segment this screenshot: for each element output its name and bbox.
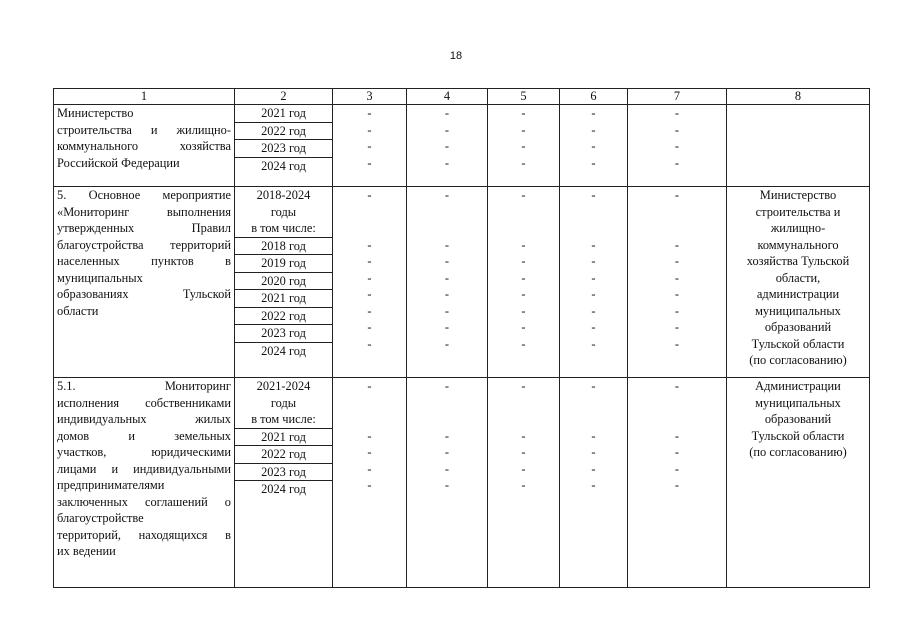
value-dash: - — [674, 155, 680, 170]
value-cell — [628, 105, 727, 187]
value-dash — [488, 220, 559, 237]
value-dash: - — [521, 287, 526, 301]
value-cell — [560, 105, 628, 187]
value-dash: - — [367, 445, 372, 459]
description-line: лицами и индивидуальными — [57, 461, 231, 476]
value-dash: - — [591, 188, 596, 202]
value-dash: - — [521, 237, 526, 252]
value-cell — [407, 105, 488, 187]
value-dash: - — [367, 336, 372, 351]
value-dash: - — [444, 461, 450, 476]
value-dash: - — [521, 478, 526, 492]
activity-description — [54, 105, 235, 187]
value-dash: - — [591, 336, 596, 351]
value-dash: - — [591, 461, 596, 476]
value-cell — [488, 105, 560, 187]
value-dash: - — [591, 139, 596, 153]
value-dash — [488, 204, 559, 221]
value-dash: - — [367, 461, 372, 476]
responsible-line: области, — [775, 270, 821, 285]
value-cell — [560, 187, 628, 378]
value-cell — [333, 378, 407, 588]
value-dash — [560, 204, 627, 221]
activities-table — [53, 88, 870, 588]
year-label: 2020 год — [235, 273, 332, 291]
value-dash — [333, 395, 406, 412]
year-label: 2022 год — [235, 446, 332, 464]
period-label: в том числе: — [235, 220, 332, 238]
description-line: «Мониторинг выполнения — [57, 204, 231, 219]
value-dash: - — [674, 122, 680, 137]
value-dash — [488, 411, 559, 428]
value-dash: - — [521, 303, 526, 318]
value-dash: - — [444, 379, 450, 393]
value-dash: - — [591, 428, 596, 443]
period-cell — [235, 378, 333, 588]
year-label: 2023 год — [235, 140, 332, 158]
value-dash: - — [367, 122, 372, 137]
column-header: 2 — [235, 89, 333, 105]
description-line: участков, юридическими — [57, 445, 231, 459]
value-dash: - — [444, 106, 450, 120]
responsible-line: Тульской области — [751, 336, 845, 351]
value-dash: - — [521, 139, 526, 153]
value-dash: - — [591, 254, 596, 268]
description-line: заключенных соглашений о — [57, 494, 231, 509]
year-label: 2024 год — [261, 343, 306, 358]
value-dash: - — [367, 106, 372, 120]
responsible-executor — [727, 187, 870, 378]
value-dash: - — [444, 478, 450, 492]
responsible-executor — [727, 105, 870, 187]
value-dash — [560, 220, 627, 237]
description-line: их ведении — [57, 544, 116, 558]
value-dash: - — [444, 445, 450, 459]
value-dash: - — [591, 122, 596, 137]
year-label: 2023 год — [235, 325, 332, 343]
responsible-line: коммунального — [757, 237, 839, 252]
value-dash: - — [444, 237, 450, 252]
value-dash: - — [591, 287, 596, 301]
value-dash: - — [674, 254, 680, 268]
value-dash — [628, 220, 726, 237]
column-header: 7 — [628, 89, 727, 105]
value-dash: - — [521, 155, 526, 170]
value-cell — [407, 187, 488, 378]
description-line: населенных пунктов в — [57, 254, 231, 268]
responsible-line: жилищно- — [770, 221, 826, 235]
value-dash: - — [444, 254, 450, 268]
value-cell — [628, 378, 727, 588]
period-label: годы — [270, 395, 297, 410]
value-dash: - — [591, 155, 596, 170]
year-label: 2024 год — [261, 482, 306, 496]
description-line: 5.1. Мониторинг — [57, 379, 231, 393]
responsible-line: (по согласованию) — [749, 353, 847, 367]
value-dash — [628, 395, 726, 412]
value-dash: - — [367, 254, 372, 268]
value-dash: - — [591, 478, 596, 492]
value-dash: - — [367, 379, 372, 393]
column-header: 6 — [560, 89, 628, 105]
year-label: 2024 год — [261, 158, 306, 173]
description-line: строительства и жилищно- — [57, 122, 231, 137]
value-dash: - — [674, 139, 680, 153]
value-dash: - — [674, 461, 680, 476]
period-label: в том числе: — [235, 411, 332, 429]
value-dash: - — [521, 320, 526, 334]
value-dash — [407, 395, 487, 412]
value-dash: - — [591, 379, 596, 393]
activity-description — [54, 378, 235, 588]
responsible-line: Администрации — [755, 379, 841, 393]
value-dash — [560, 395, 627, 412]
value-cell — [628, 187, 727, 378]
value-dash — [333, 204, 406, 221]
value-dash: - — [674, 478, 680, 492]
description-line: образованиях Тульской — [57, 287, 231, 301]
value-cell — [488, 378, 560, 588]
value-dash: - — [367, 188, 372, 202]
value-dash: - — [674, 445, 680, 459]
value-dash: - — [367, 155, 372, 170]
description-line: области — [57, 303, 99, 318]
table-row — [54, 378, 870, 588]
value-cell — [407, 378, 488, 588]
responsible-line: муниципальных — [755, 395, 841, 410]
year-label: 2021 год — [235, 429, 332, 447]
value-dash — [488, 395, 559, 412]
responsible-line: образований — [764, 412, 832, 426]
responsible-line: хозяйства Тульской — [746, 254, 850, 268]
value-dash: - — [367, 270, 372, 285]
period-label: 2021-2024 — [256, 379, 311, 393]
value-dash: - — [367, 320, 372, 334]
value-cell — [560, 378, 628, 588]
responsible-line: строительства и — [755, 204, 841, 219]
value-dash: - — [591, 270, 596, 285]
value-dash: - — [444, 155, 450, 170]
responsible-line: (по согласованию) — [749, 445, 847, 459]
description-line: индивидуальных жилых — [57, 412, 231, 426]
description-line: исполнения собственниками — [57, 395, 231, 410]
responsible-executor — [727, 378, 870, 588]
value-dash — [560, 411, 627, 428]
description-line: утвержденных Правил — [57, 221, 231, 235]
value-dash: - — [367, 139, 372, 153]
value-dash: - — [521, 336, 526, 351]
value-dash: - — [674, 303, 680, 318]
value-dash: - — [674, 336, 680, 351]
value-dash — [333, 411, 406, 428]
period-label: 2018-2024 — [256, 188, 311, 202]
value-dash — [407, 220, 487, 237]
value-dash — [407, 411, 487, 428]
value-dash: - — [674, 237, 680, 252]
value-dash: - — [367, 237, 372, 252]
value-dash: - — [444, 139, 450, 153]
column-header: 4 — [407, 89, 488, 105]
description-line: благоустройстве — [57, 511, 144, 525]
value-dash: - — [521, 106, 526, 120]
value-dash: - — [444, 320, 450, 334]
column-header: 8 — [727, 89, 870, 105]
value-dash: - — [674, 320, 680, 334]
value-dash: - — [444, 270, 450, 285]
value-dash: - — [367, 303, 372, 318]
value-dash: - — [674, 287, 680, 301]
description-line: 5. Основное мероприятие — [57, 188, 231, 202]
table-row — [54, 105, 870, 187]
description-line: территорий, находящихся в — [57, 527, 231, 542]
year-label: 2023 год — [235, 464, 332, 482]
responsible-line: Тульской области — [751, 428, 845, 443]
value-dash: - — [521, 461, 526, 476]
responsible-line: муниципальных — [755, 303, 841, 318]
year-label: 2021 год — [235, 290, 332, 308]
year-label: 2022 год — [235, 308, 332, 326]
value-dash: - — [444, 188, 450, 202]
column-header: 1 — [54, 89, 235, 105]
year-label: 2019 год — [235, 255, 332, 273]
value-dash — [628, 204, 726, 221]
value-dash: - — [674, 106, 680, 120]
description-line: домов и земельных — [57, 428, 231, 443]
table-row — [54, 187, 870, 378]
value-cell — [333, 187, 407, 378]
activity-description — [54, 187, 235, 378]
description-line: Российской Федерации — [57, 155, 180, 170]
value-dash: - — [444, 303, 450, 318]
value-dash: - — [521, 445, 526, 459]
responsible-line: образований — [764, 320, 832, 334]
value-dash: - — [521, 188, 526, 202]
value-dash — [628, 411, 726, 428]
value-dash: - — [674, 379, 680, 393]
column-numbers-row — [54, 89, 870, 105]
value-dash: - — [674, 270, 680, 285]
value-cell — [333, 105, 407, 187]
value-cell — [488, 187, 560, 378]
page-number: 18 — [449, 50, 463, 62]
value-dash: - — [591, 237, 596, 252]
description-line: благоустройства территорий — [57, 237, 231, 252]
responsible-line: Министерство — [759, 188, 837, 202]
column-header: 3 — [333, 89, 407, 105]
value-dash: - — [521, 254, 526, 268]
value-dash: - — [674, 188, 680, 202]
value-dash — [407, 204, 487, 221]
value-dash: - — [591, 106, 596, 120]
responsible-line: администрации — [756, 287, 840, 301]
description-line: муниципальных — [57, 270, 143, 285]
value-dash: - — [521, 379, 526, 393]
year-label: 2021 год — [235, 105, 332, 123]
column-header: 5 — [488, 89, 560, 105]
value-dash: - — [444, 336, 450, 351]
description-line: Министерство — [57, 106, 134, 120]
value-dash: - — [521, 122, 526, 137]
value-dash: - — [591, 320, 596, 334]
value-dash — [333, 220, 406, 237]
year-label: 2022 год — [235, 123, 332, 141]
period-cell — [235, 187, 333, 378]
description-line: коммунального хозяйства — [57, 139, 231, 153]
value-dash: - — [521, 428, 526, 443]
value-dash: - — [521, 270, 526, 285]
value-dash: - — [367, 478, 372, 492]
period-cell — [235, 105, 333, 187]
description-line: предпринимателями — [57, 478, 165, 492]
value-dash: - — [367, 287, 372, 301]
value-dash: - — [444, 287, 450, 301]
value-dash: - — [444, 122, 450, 137]
value-dash: - — [444, 428, 450, 443]
period-label: годы — [270, 204, 297, 219]
value-dash: - — [591, 303, 596, 318]
value-dash: - — [674, 428, 680, 443]
value-dash: - — [591, 445, 596, 459]
year-label: 2018 год — [235, 238, 332, 256]
value-dash: - — [367, 428, 372, 443]
